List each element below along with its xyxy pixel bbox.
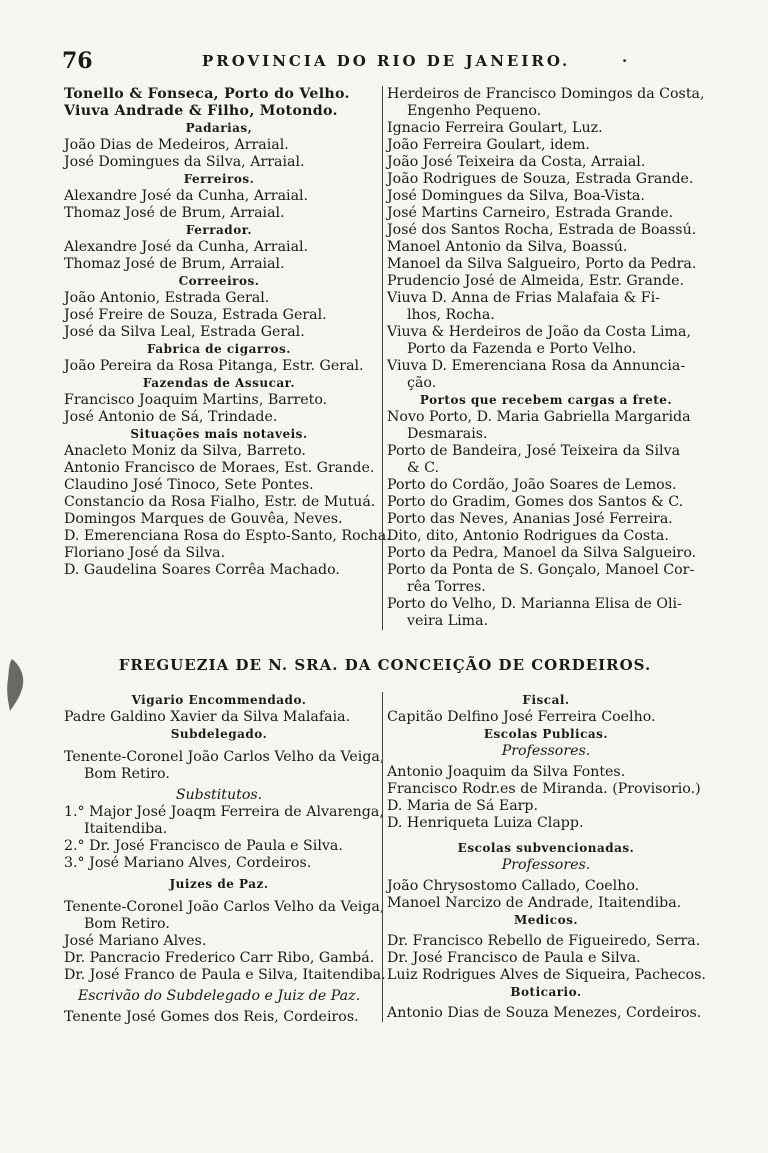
bottom-right-column (382, 692, 705, 1022)
margin-speck-icon (4, 655, 30, 715)
entry: Luiz Rodrigues Alves de Siqueira, Pachecos. (387, 967, 706, 983)
heading-ferreiros: Ferreiros. (183, 172, 255, 186)
entry: Bom Retiro. (84, 916, 170, 932)
entry: Bom Retiro. (84, 766, 170, 782)
entry: José Domingues da Silva, Arraial. (64, 154, 305, 170)
subheading-professores: Professores. (501, 743, 591, 759)
entry: Viuva Andrade & Filho, Motondo. (64, 103, 338, 119)
entry: Manoel da Silva Salgueiro, Porto da Pedra. (387, 256, 697, 272)
heading-correeiros: Correeiros. (178, 274, 260, 288)
entry: Porto do Velho, D. Marianna Elisa de Oli- (387, 596, 682, 612)
entry: Itaitendiba. (84, 821, 168, 837)
entry: José Mariano Alves. (64, 933, 207, 949)
bottom-left-column (64, 692, 386, 1026)
heading-vigario: Vigario Encommendado. (131, 693, 307, 707)
entry: José da Silva Leal, Estrada Geral. (64, 324, 305, 340)
entry: João Ferreira Goulart, idem. (387, 137, 590, 153)
entry: Tenente José Gomes dos Reis, Cordeiros. (64, 1009, 359, 1025)
heading-padarias: Padarias, (185, 121, 253, 135)
entry: Dito, dito, Antonio Rodrigues da Costa. (387, 528, 669, 544)
entry: D. Henriqueta Luiza Clapp. (387, 815, 584, 831)
entry: João Antonio, Estrada Geral. (64, 290, 270, 306)
entry: 1.° Major José Joaqm Ferreira de Alvarenga, (64, 804, 384, 820)
entry: ção. (407, 375, 437, 391)
heading-escolas: Escolas Publicas. (483, 727, 609, 741)
entry: Antonio Francisco de Moraes, Est. Grande. (64, 460, 375, 476)
entry: Tenente-Coronel João Carlos Velho da Veiga, (64, 749, 385, 765)
entry: Thomaz José de Brum, Arraial. (64, 256, 285, 272)
top-right-column (382, 86, 705, 630)
entry: Porto da Fazenda e Porto Velho. (407, 341, 637, 357)
heading-substitutos: Substitutos. (175, 787, 263, 803)
entry: 2.° Dr. José Francisco de Paula e Silva. (64, 838, 343, 854)
heading-subdelegado: Subdelegado. (170, 727, 268, 741)
entry: Herdeiros de Francisco Domingos da Costa, (387, 86, 705, 102)
entry: Padre Galdino Xavier da Silva Malafaia. (64, 709, 351, 725)
entry: Capitão Delfino José Ferreira Coelho. (387, 709, 656, 725)
entry: Viuva D. Emerenciana Rosa da Annuncia- (387, 358, 686, 374)
entry: Novo Porto, D. Maria Gabriella Margarida (387, 409, 691, 425)
page-number: 76 (62, 48, 93, 74)
entry: João Pereira da Rosa Pitanga, Estr. Geral. (64, 358, 364, 374)
entry: Porto do Gradim, Gomes dos Santos & C. (387, 494, 684, 510)
page-header (62, 44, 682, 74)
entry: Dr. Francisco Rebello de Figueiredo, Serra. (387, 933, 701, 949)
entry: José Domingues da Silva, Boa-Vista. (387, 188, 645, 204)
entry: Porto de Bandeira, José Teixeira da Silva (387, 443, 681, 459)
entry: Porto do Cordão, João Soares de Lemos. (387, 477, 677, 493)
section-title: FREGUEZIA DE N. SRA. DA CONCEIÇÃO DE CORDEIROS. (118, 656, 652, 674)
heading-ferrador: Ferrador. (185, 223, 253, 237)
entry: João José Teixeira da Costa, Arraial. (387, 154, 646, 170)
entry: Tenente-Coronel João Carlos Velho da Veiga, (64, 899, 385, 915)
page-title: PROVINCIA DO RIO DE JANEIRO. (202, 52, 571, 70)
entry: Ignacio Ferreira Goulart, Luz. (387, 120, 603, 136)
heading-juizes: Juizes de Paz. (169, 877, 269, 891)
entry: Claudino José Tinoco, Sete Pontes. (64, 477, 314, 493)
entry: Francisco Rodr.es de Miranda. (Provisorio.) (387, 781, 701, 797)
heading-situacoes: Situações mais notaveis. (130, 427, 308, 441)
heading-boticario: Boticario. (510, 985, 582, 999)
entry: Prudencio José de Almeida, Estr. Grande. (387, 273, 685, 289)
entry: Manoel Narcizo de Andrade, Itaitendiba. (387, 895, 682, 911)
heading-medicos: Medicos. (513, 913, 579, 927)
heading-fabrica: Fabrica de cigarros. (147, 342, 291, 356)
entry: Tonello & Fonseca, Porto do Velho. (64, 86, 350, 102)
entry: D. Maria de Sá Earp. (387, 798, 539, 814)
entry: Manoel Antonio da Silva, Boassú. (387, 239, 628, 255)
entry: Antonio Joaquim da Silva Fontes. (387, 764, 626, 780)
entry: Antonio Dias de Souza Menezes, Cordeiros. (387, 1005, 702, 1021)
entry: Porto da Pedra, Manoel da Silva Salgueiro. (387, 545, 697, 561)
entry: Alexandre José da Cunha, Arraial. (64, 239, 309, 255)
entry: João Dias de Medeiros, Arraial. (64, 137, 289, 153)
heading-fiscal: Fiscal. (522, 693, 570, 707)
entry: João Chrysostomo Callado, Coelho. (387, 878, 640, 894)
heading-subvencionadas: Escolas subvencionadas. (457, 841, 635, 855)
entry: Viuva & Herdeiros de João da Costa Lima, (387, 324, 691, 340)
entry: Porto da Ponta de S. Gonçalo, Manoel Cor- (387, 562, 695, 578)
entry: Viuva D. Anna de Frias Malafaia & Fi- (387, 290, 660, 306)
entry: Alexandre José da Cunha, Arraial. (64, 188, 309, 204)
entry: lhos, Rocha. (407, 307, 495, 323)
entry: Porto das Neves, Ananias José Ferreira. (387, 511, 673, 527)
header-mark: · (622, 52, 628, 70)
entry: veira Lima. (407, 613, 489, 629)
entry: Dr. Pancracio Frederico Carr Ribo, Gambá. (64, 950, 375, 966)
entry: Anacleto Moniz da Silva, Barreto. (64, 443, 306, 459)
heading-fazendas: Fazendas de Assucar. (142, 376, 296, 390)
entry: & C. (407, 460, 439, 476)
entry: José Antonio de Sá, Trindade. (64, 409, 278, 425)
entry: Floriano José da Silva. (64, 545, 226, 561)
heading-portos: Portos que recebem cargas a frete. (419, 393, 673, 407)
heading-escrivao: Escrivão do Subdelegado e Juiz de Paz. (77, 988, 361, 1004)
subheading-professores: Professores. (501, 857, 591, 873)
entry: Thomaz José de Brum, Arraial. (64, 205, 285, 221)
entry: rêa Torres. (407, 579, 486, 595)
entry: D. Emerenciana Rosa do Espto-Santo, Rocha. (64, 528, 391, 544)
top-left-column (64, 86, 391, 579)
entry: José Martins Carneiro, Estrada Grande. (387, 205, 674, 221)
entry: José dos Santos Rocha, Estrada de Boassú. (387, 222, 697, 238)
entry: Constancio da Rosa Fialho, Estr. de Mutuá. (64, 494, 376, 510)
entry: João Rodrigues de Souza, Estrada Grande. (387, 171, 694, 187)
entry: D. Gaudelina Soares Corrêa Machado. (64, 562, 340, 578)
entry: Dr. José Francisco de Paula e Silva. (387, 950, 641, 966)
entry: Engenho Pequeno. (407, 103, 542, 119)
entry: Francisco Joaquim Martins, Barreto. (64, 392, 328, 408)
entry: José Freire de Souza, Estrada Geral. (64, 307, 327, 323)
entry: 3.° José Mariano Alves, Cordeiros. (64, 855, 312, 871)
entry: Desmarais. (407, 426, 488, 442)
entry: Dr. José Franco de Paula e Silva, Itaitendiba. (64, 967, 386, 983)
entry: Domingos Marques de Gouvêa, Neves. (64, 511, 343, 527)
